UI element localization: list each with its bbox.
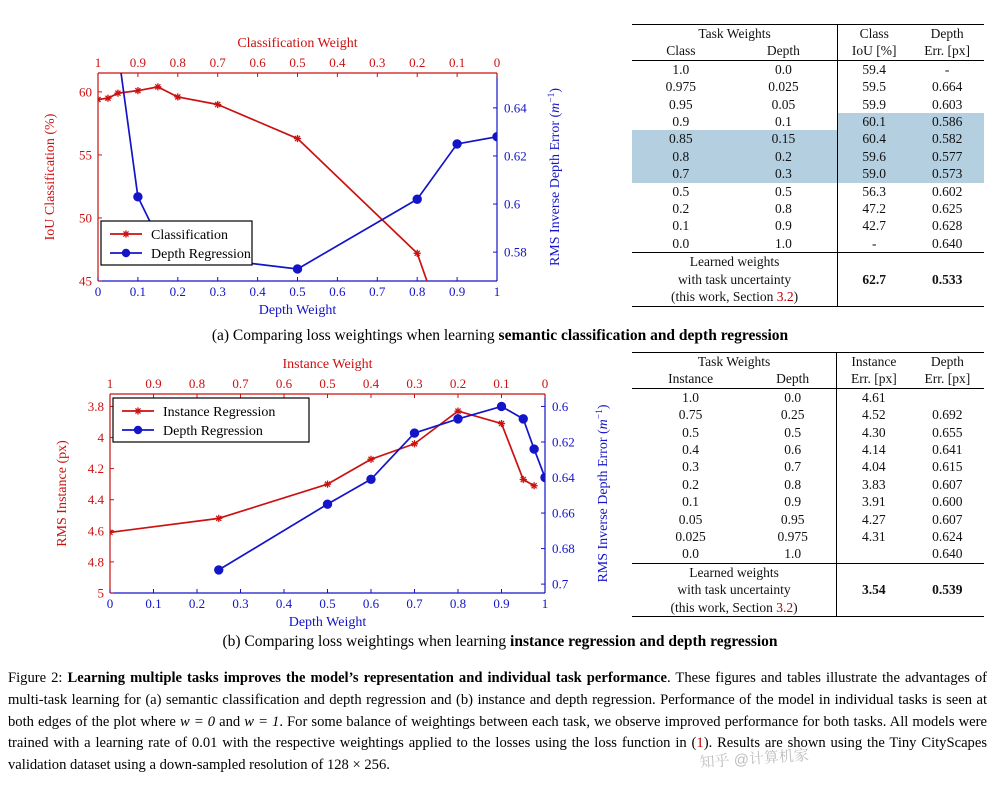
data-point-marker	[134, 193, 142, 201]
table-cell: 0.5	[672, 183, 690, 199]
table-cell: 0.025	[675, 529, 706, 545]
table-cell: 0.641	[932, 442, 963, 458]
data-point-marker	[414, 250, 421, 257]
data-point-marker	[541, 473, 549, 481]
table-row	[632, 235, 984, 253]
data-point-marker	[174, 93, 181, 100]
table-row	[632, 476, 984, 493]
table-a-section-ref[interactable]: 3.2	[776, 289, 794, 305]
table-cell: 59.4	[838, 60, 911, 78]
table-cell: 0.602	[931, 183, 963, 199]
bottom-axis-title: Depth Weight	[288, 615, 367, 630]
top-axis-tick-label: 0.8	[188, 376, 206, 391]
top-axis-tick-label: 0.7	[209, 55, 226, 70]
table-b	[632, 352, 984, 617]
table-b-group-header: Task Weights	[632, 353, 837, 371]
bottom-axis-tick-label: 0.1	[129, 284, 147, 299]
table-cell: 1.0	[632, 388, 749, 406]
table-cell: 0.2	[672, 201, 690, 217]
top-axis-tick-label: 0.3	[369, 55, 386, 70]
table-cell: 0.975	[665, 79, 697, 95]
table-a-bottom-rule	[632, 306, 984, 307]
table-cell: 0.664	[931, 79, 963, 95]
data-point-marker	[531, 482, 538, 489]
table-cell: 56.3	[838, 183, 911, 200]
table-cell: 47.2	[838, 200, 911, 217]
table-b-footer-line1: Learned weights	[632, 563, 837, 581]
table-a-footer-value-2: 0.533	[910, 253, 984, 306]
left-axis-tick-label: 4	[97, 430, 104, 446]
table-cell: 0.607	[932, 511, 963, 527]
table-cell: 1.0	[784, 546, 802, 562]
table-row	[632, 60, 984, 78]
bottom-axis-tick-label: 0.6	[362, 596, 380, 611]
data-point-marker	[215, 566, 223, 574]
data-point-marker	[134, 87, 141, 94]
left-axis-tick-label: 60	[79, 84, 92, 100]
table-cell: 0.75	[678, 407, 703, 423]
table-cell: 0.7	[632, 165, 730, 182]
table-b-footer-line3-pre: (this work, Section	[670, 599, 777, 615]
table-cell: 0.628	[931, 218, 963, 234]
subcaption-a-prefix: (a) Comparing loss weightings when learning	[211, 327, 499, 344]
table-cell: 42.7	[838, 217, 911, 234]
table-cell: 0.975	[777, 529, 808, 545]
table-row	[632, 458, 984, 475]
subcaption-a	[60, 327, 940, 345]
subcaption-a-bold: semantic classification and depth regression	[498, 327, 789, 344]
right-axis-title	[595, 404, 611, 582]
top-axis-tick-label: 0.6	[249, 55, 266, 70]
legend-label: Depth Regression	[151, 247, 251, 262]
chart-b-svg	[0, 352, 620, 634]
table-cell: 0.15	[730, 130, 838, 147]
top-axis-tick-label: 0.8	[169, 55, 186, 70]
figure-body-1: . These figures and tables illustrate the advantages of multi-task learning for (a) semantic classification and depth regression and (b) instance and depth regression. Performance of the model in individual tasks is seen at both edges of the plot where	[8, 670, 987, 730]
table-cell	[837, 545, 911, 563]
table-cell: 3.83	[837, 476, 911, 493]
chart-a-svg	[0, 28, 620, 318]
bottom-axis-tick-label: 0.3	[232, 596, 249, 611]
subcaption-b-prefix: (b) Comparing loss weightings when learning	[222, 633, 511, 650]
table-cell: 4.52	[837, 406, 911, 423]
right-axis-tick-label: 0.7	[552, 576, 569, 592]
table-a-col1-header: Class	[666, 43, 696, 59]
bottom-axis-title: Depth Weight	[258, 303, 337, 318]
bottom-axis-tick-label: 0.8	[409, 284, 426, 299]
table-cell: 4.04	[837, 458, 911, 475]
table-a	[632, 24, 984, 307]
plot-area	[94, 46, 501, 314]
table-cell: 0.1	[774, 114, 792, 130]
table-cell: 0.603	[931, 96, 963, 112]
table-cell: 4.30	[837, 424, 911, 441]
legend-marker	[134, 426, 142, 434]
table-cell: 4.61	[837, 388, 911, 406]
right-axis-title-text: RMS Inverse Depth Error $(m^{-1})$	[547, 87, 563, 267]
table-b-col2-header: Depth	[776, 371, 810, 387]
table-b-grid	[632, 352, 984, 617]
table-cell: 0.95	[669, 96, 693, 112]
left-axis-tick-label: 4.2	[87, 461, 104, 477]
table-cell: 4.27	[837, 511, 911, 528]
figure-eq-ref[interactable]: 1	[696, 735, 704, 752]
table-b-bottom-rule	[632, 617, 984, 618]
table-cell: 59.5	[838, 78, 911, 95]
table-a-bottom-rule-row	[632, 306, 984, 307]
data-point-marker	[114, 90, 121, 97]
table-cell: 4.31	[837, 528, 911, 545]
table-b-bottom-rule-row	[632, 617, 984, 618]
table-cell: 0.5	[774, 183, 792, 199]
right-axis-title	[547, 88, 563, 266]
table-cell: 0.9	[774, 218, 792, 234]
table-b-footer-value-1: 3.54	[837, 563, 911, 616]
figure-title: Learning multiple tasks improves the model’s representation and individual task performance	[67, 670, 667, 686]
right-axis-tick-label: 0.6	[552, 398, 569, 414]
data-point-marker	[106, 529, 113, 536]
legend-label: Depth Regression	[163, 424, 263, 439]
bottom-axis-tick-label: 0.2	[188, 596, 206, 611]
table-cell: 59.0	[838, 165, 911, 182]
table-a-col4-header-line1: Depth	[910, 25, 984, 43]
legend-label: Classification	[151, 228, 228, 243]
top-axis-tick-label: 0.7	[232, 376, 249, 391]
table-cell: 0.5	[784, 424, 802, 440]
right-axis-tick-label: 0.66	[552, 505, 575, 521]
table-cell: 0.577	[910, 148, 984, 165]
top-axis-title: Classification Weight	[237, 36, 358, 51]
table-cell: 0.1	[682, 494, 700, 510]
table-row	[632, 388, 984, 406]
right-axis-title-text: RMS Inverse Depth Error $(m^{-1})$	[595, 404, 611, 583]
table-a-col3-header: IoU [%]	[838, 42, 911, 60]
table-b-col4-header: Err. [px]	[924, 371, 971, 387]
top-axis-tick-label: 0.1	[448, 55, 466, 70]
table-row	[632, 217, 984, 234]
chart-b	[0, 352, 620, 634]
legend	[101, 221, 252, 265]
table-cell: 0.600	[932, 494, 963, 510]
top-axis-tick-label: 0.9	[129, 55, 147, 70]
table-cell: 0.1	[672, 218, 690, 234]
data-point-marker	[104, 95, 111, 102]
data-point-marker	[497, 402, 505, 410]
table-cell: 0.640	[931, 235, 963, 251]
table-cell: 0.9	[672, 114, 690, 130]
right-axis-tick-label: 0.6	[504, 196, 521, 212]
data-point-marker	[413, 195, 421, 203]
table-b-header-row	[632, 370, 984, 388]
table-a-footer-line3-pre: (this work, Section	[670, 289, 777, 305]
table-cell: -	[838, 235, 911, 253]
top-axis-tick-label: 0.9	[145, 376, 162, 391]
table-cell: 0.025	[768, 79, 799, 95]
data-point-marker	[434, 306, 441, 313]
data-point-marker	[104, 46, 112, 54]
table-row	[632, 200, 984, 217]
table-cell: 0.625	[931, 201, 963, 217]
table-cell: 0.3	[730, 165, 838, 182]
table-a-header-row	[632, 42, 984, 60]
left-axis-tick-label: 45	[79, 273, 92, 289]
table-cell	[911, 388, 984, 406]
table-cell: 0.586	[910, 113, 984, 130]
table-a-footer-line3	[632, 288, 838, 306]
table-a-col2-header: Depth	[766, 43, 800, 59]
table-b-col3-header: Err. [px]	[837, 370, 911, 388]
table-cell: 0.05	[678, 511, 703, 527]
top-axis-tick-label: 1	[94, 55, 102, 70]
data-point-marker	[214, 101, 221, 108]
bottom-axis-tick-label: 1	[493, 284, 501, 299]
table-a-footer-line3-post: )	[793, 289, 799, 305]
table-row	[632, 493, 984, 510]
table-cell: 0.4	[682, 442, 700, 458]
right-axis-tick-label: 0.64	[552, 470, 575, 486]
top-axis-tick-label: 0.3	[406, 376, 423, 391]
data-point-marker	[294, 135, 301, 142]
bottom-axis-tick-label: 0.9	[448, 284, 466, 299]
table-a-group-header-row	[632, 25, 984, 43]
table-cell: 60.4	[838, 130, 911, 147]
top-axis-tick-label: 0.1	[493, 376, 510, 391]
table-cell: 0.0	[749, 388, 836, 406]
table-row	[632, 165, 984, 182]
table-cell: 1.0	[774, 235, 792, 251]
bottom-axis-tick-label: 0.1	[145, 596, 162, 611]
data-point-marker	[154, 83, 161, 90]
table-b-footer-row-1	[632, 563, 984, 581]
figure-body-4: ). Results are shown using the Tiny CityScapes validation dataset using a down-sampled resolution of 128 × 256.	[8, 735, 987, 774]
watermark: 知乎 @计算机家	[699, 746, 810, 772]
right-axis-tick-label: 0.62	[552, 434, 575, 450]
data-point-marker	[94, 96, 101, 103]
right-axis-tick-label: 0.68	[552, 541, 575, 557]
table-cell: 0.8	[784, 476, 802, 492]
table-cell: 0.0	[672, 235, 690, 251]
figure-caption	[8, 668, 987, 777]
table-cell: 0.2	[730, 148, 838, 165]
top-axis-tick-label: 0	[493, 55, 501, 70]
data-point-marker	[367, 456, 374, 463]
top-axis-tick-label: 0.2	[409, 55, 426, 70]
table-cell: 0.640	[932, 546, 963, 562]
table-b-footer-line3	[632, 599, 837, 617]
table-row	[632, 545, 984, 563]
data-point-marker	[530, 445, 538, 453]
data-point-marker	[114, 46, 122, 54]
table-a-grid	[632, 24, 984, 307]
bottom-axis-tick-label: 1	[541, 596, 549, 611]
figure-w-eq-1: w = 1	[244, 713, 280, 730]
table-b-footer-line3-post: )	[793, 599, 798, 615]
table-b-col4-header-line1: Depth	[911, 353, 984, 371]
data-point-marker	[367, 475, 375, 483]
data-point-marker	[453, 140, 461, 148]
table-cell: 0.7	[784, 459, 802, 475]
table-b-group-header-row	[632, 353, 984, 371]
left-axis-tick-label: 3.8	[87, 398, 104, 414]
data-point-marker	[454, 408, 461, 415]
table-row	[632, 183, 984, 200]
table-a-foot	[632, 253, 984, 307]
left-axis-title: RMS Instance (px)	[55, 440, 70, 547]
bottom-axis-tick-label: 0.7	[406, 596, 423, 611]
table-row	[632, 424, 984, 441]
table-cell: 0.05	[771, 96, 796, 112]
table-b-col1-header: Instance	[668, 371, 714, 387]
data-point-marker	[498, 420, 505, 427]
table-cell: 0.615	[932, 459, 963, 475]
table-cell: 0.2	[682, 476, 700, 492]
right-axis-tick-label: 0.58	[504, 244, 527, 260]
series-line-0	[98, 87, 437, 310]
table-cell: 0.692	[932, 407, 963, 423]
bottom-axis-tick-label: 0.2	[169, 284, 186, 299]
table-cell: 0.0	[730, 60, 838, 78]
table-b-foot	[632, 563, 984, 617]
top-axis-tick-label: 1	[106, 376, 114, 391]
top-axis-title: Instance Weight	[282, 357, 373, 372]
bottom-axis-tick-label: 0.6	[329, 284, 346, 299]
data-point-marker	[520, 476, 527, 483]
data-point-marker	[215, 515, 222, 522]
table-a-footer-line2: with task uncertainty	[677, 271, 792, 287]
bottom-axis-tick-label: 0.4	[249, 284, 266, 299]
table-cell: 60.1	[838, 113, 911, 130]
top-axis-tick-label: 0.5	[319, 376, 336, 391]
data-point-marker	[410, 429, 418, 437]
data-point-marker	[323, 500, 331, 508]
table-a-footer-row-1	[632, 253, 984, 271]
top-axis-tick-label: 0	[541, 376, 549, 391]
table-cell: -	[910, 60, 984, 78]
table-a-head	[632, 25, 984, 61]
right-axis-tick-label: 0.64	[504, 100, 527, 116]
table-row	[632, 406, 984, 423]
table-cell: 0.8	[632, 148, 730, 165]
top-axis-tick-label: 0.4	[362, 376, 380, 391]
table-row	[632, 441, 984, 458]
table-cell: 0.0	[682, 546, 700, 562]
table-a-group-header: Task Weights	[632, 25, 838, 43]
top-axis-tick-label: 0.4	[329, 55, 346, 70]
top-axis-tick-label: 0.2	[449, 376, 467, 391]
table-cell: 0.655	[932, 424, 963, 440]
table-cell: 1.0	[632, 60, 730, 78]
table-cell: 0.573	[910, 165, 984, 182]
table-a-col4-header: Err. [px]	[924, 43, 970, 59]
table-a-footer-value-1: 62.7	[838, 253, 911, 306]
table-cell: 59.9	[838, 96, 911, 113]
subcaption-b	[60, 633, 940, 651]
table-row	[632, 78, 984, 95]
table-cell: 59.6	[838, 148, 911, 165]
data-point-marker	[519, 415, 527, 423]
legend-label: Instance Regression	[163, 405, 276, 420]
table-cell: 0.6	[784, 442, 802, 458]
bottom-axis-tick-label: 0.4	[275, 596, 293, 611]
table-cell: 0.85	[632, 130, 730, 147]
table-a-footer-line1: Learned weights	[632, 253, 838, 271]
table-row	[632, 130, 984, 147]
left-axis-tick-label: 4.8	[87, 554, 104, 570]
table-cell: 0.624	[932, 529, 963, 545]
top-axis-tick-label: 0.5	[289, 55, 306, 70]
right-axis-tick-label: 0.62	[504, 148, 527, 164]
figure-body-2: and	[215, 713, 245, 730]
table-cell: 4.14	[837, 441, 911, 458]
table-b-footer-line2: with task uncertainty	[677, 582, 791, 598]
bottom-axis-tick-label: 0.3	[209, 284, 226, 299]
legend-marker	[122, 249, 130, 257]
table-b-footer-value-2: 0.539	[911, 563, 984, 616]
left-axis-tick-label: 55	[79, 147, 92, 163]
table-row	[632, 96, 984, 113]
table-cell: 0.25	[780, 407, 805, 423]
bottom-axis-tick-label: 0	[106, 596, 114, 611]
data-point-marker	[411, 440, 418, 447]
table-b-col3-header-line1: Instance	[837, 353, 911, 371]
star-stroke	[435, 307, 440, 312]
table-b-body	[632, 388, 984, 563]
bottom-axis-tick-label: 0.5	[319, 596, 336, 611]
left-axis-tick-label: 50	[79, 210, 92, 226]
table-b-head	[632, 353, 984, 389]
top-axis-tick-label: 0.6	[275, 376, 293, 391]
bottom-axis-tick-label: 0.8	[449, 596, 467, 611]
table-cell: 3.91	[837, 493, 911, 510]
data-point-marker	[324, 481, 331, 488]
table-cell: 0.9	[784, 494, 802, 510]
table-cell: 0.607	[932, 476, 963, 492]
figure-w-eq-0: w = 0	[180, 713, 216, 730]
table-cell: 0.5	[682, 424, 700, 440]
bottom-axis-tick-label: 0.5	[289, 284, 306, 299]
data-point-marker	[293, 265, 301, 273]
table-cell: 0.8	[774, 201, 792, 217]
bottom-axis-tick-label: 0.9	[493, 596, 510, 611]
table-cell: 0.582	[910, 130, 984, 147]
data-point-marker	[454, 415, 462, 423]
bottom-axis-tick-label: 0.7	[369, 284, 386, 299]
star-stroke	[435, 307, 440, 312]
data-point-marker	[493, 133, 501, 141]
subcaption-b-bold: instance regression and depth regression	[510, 633, 778, 650]
table-row	[632, 528, 984, 545]
table-cell: 0.95	[780, 511, 805, 527]
table-row	[632, 113, 984, 130]
table-row	[632, 148, 984, 165]
table-row	[632, 511, 984, 528]
figure-body-3: . For some balance of weightings between each task, we observe improved performance for both tasks. All models were trained with a learning rate of 0.01 with the respective weightings applied to the losses using the loss function in (	[8, 713, 987, 752]
left-axis-title: IoU Classification (%)	[43, 113, 58, 241]
left-axis-tick-label: 4.4	[87, 492, 104, 508]
figure-label: Figure 2:	[8, 670, 63, 686]
chart-a	[0, 28, 620, 318]
legend	[113, 398, 309, 442]
bottom-axis-tick-label: 0	[94, 284, 102, 299]
table-a-body	[632, 60, 984, 252]
table-b-section-ref[interactable]: 3.2	[776, 599, 794, 615]
left-axis-tick-label: 4.6	[87, 523, 104, 539]
table-a-col3-header-line1: Class	[838, 25, 911, 43]
table-cell: 0.3	[682, 459, 700, 475]
left-axis-tick-label: 5	[97, 585, 104, 601]
